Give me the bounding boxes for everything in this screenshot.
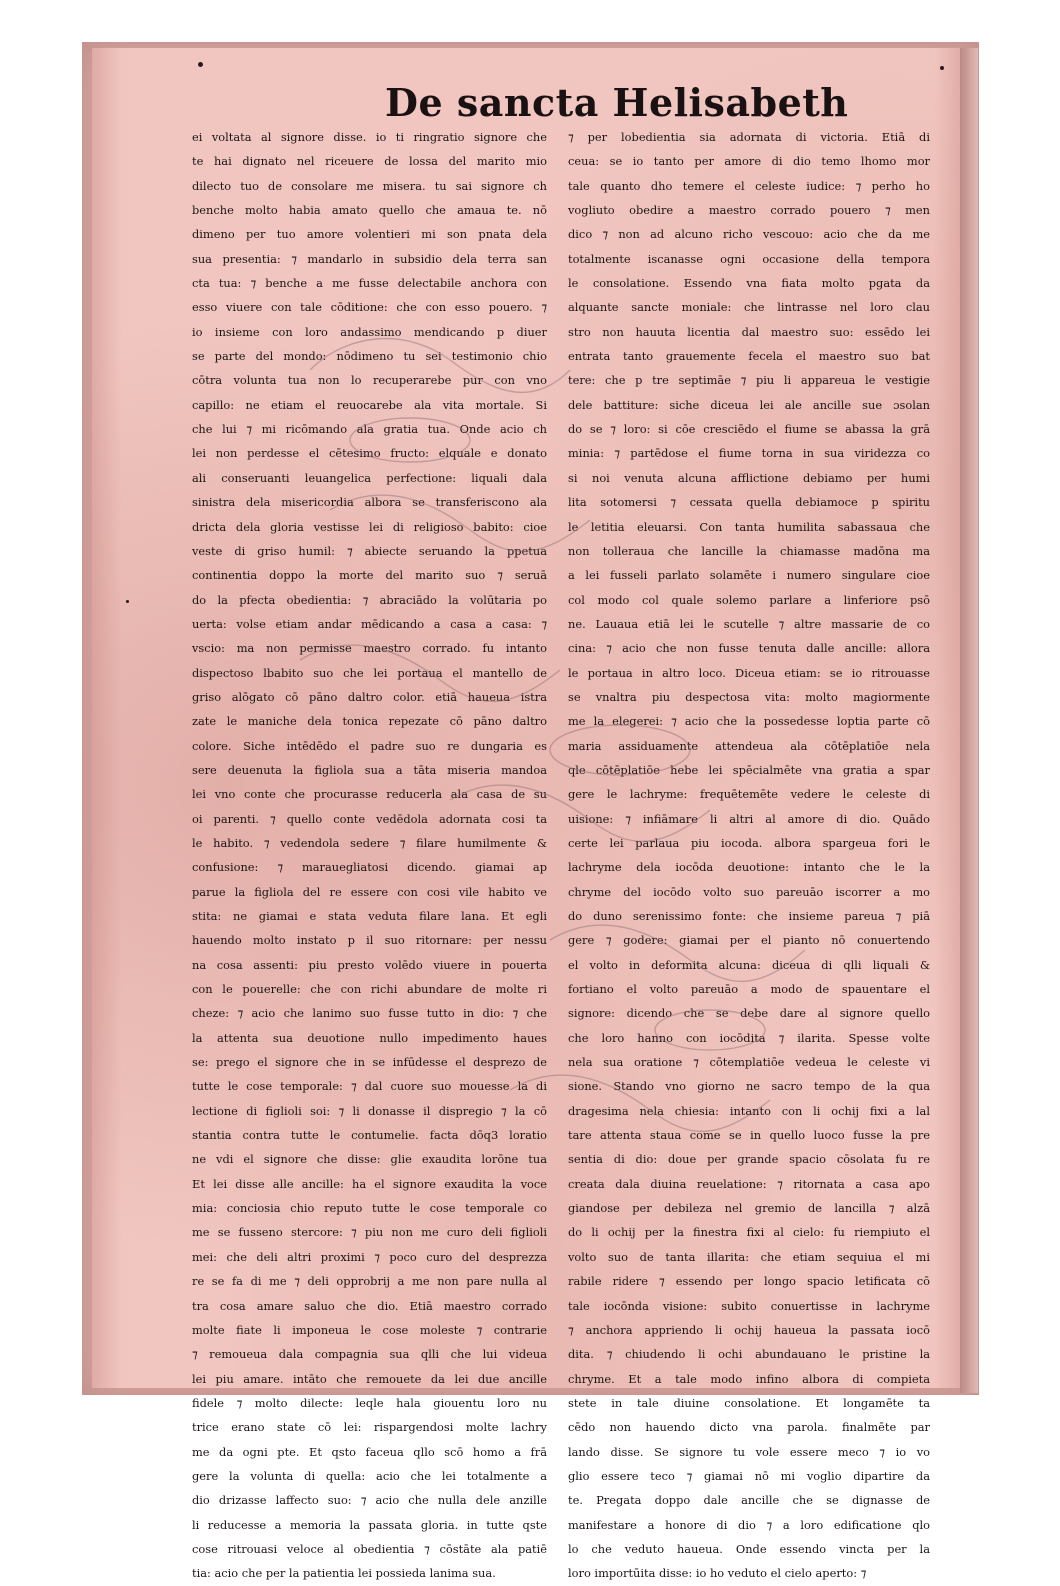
text-line: continentia doppo la morte del marito suo ⁊ seruā [192, 568, 547, 583]
text-line: tare attenta staua come se in quello luoco fusse la pre [568, 1128, 930, 1143]
text-line: Et lei disse alle ancille: ha el signore exaudita la voce [192, 1176, 547, 1191]
text-line: lei piu amare. intāto che remouete da lei due ancille [192, 1371, 547, 1386]
text-line: chryme. Et a tale modo infino albora di compieta [568, 1371, 930, 1386]
text-line: fortiano el volto pareuāo a modo de spauentare el [568, 982, 930, 997]
text-line: chryme del iocōdo volto suo pareuāo iscorrer a mo [568, 884, 930, 899]
text-line: la attenta sua deuotione nullo impedimento haues [192, 1030, 547, 1045]
text-line: na cosa assenti: piu presto volēdo viuere in pouerta [192, 957, 547, 972]
text-line: col modo col quale solemo parlare a linferiore psō [568, 592, 930, 607]
text-line: giandose per debileza nel gremio de lancilla ⁊ alzā [568, 1201, 930, 1216]
text-line: stantia contra tutte le contumelie. facta dōq3 loratio [192, 1128, 547, 1143]
text-line: volto suo de tanta illarita: che etiam sequiua el mi [568, 1249, 930, 1264]
text-line: sentia di dio: doue per grande spacio cōsolata fu re [568, 1152, 930, 1167]
text-line: qle cōtēplatiōe hebe lei spēcialmēte vna gratia a spar [568, 762, 930, 777]
text-line: le letitia eleuarsi. Con tanta humilita sabassaua che [568, 519, 930, 534]
text-line: sione. Stando vno giorno ne sacro tempo de la qua [568, 1079, 930, 1094]
text-line: cēdo non hauendo dicto vna parola. finalmēte par [568, 1420, 930, 1435]
text-line: dimeno per tuo amore volentieri mi son pnata dela [192, 227, 547, 242]
text-line: ⁊ remoueua dala compagnia sua qlli che lui videua [192, 1347, 547, 1362]
page-edge-shadow [960, 48, 978, 1393]
text-line: confusione: ⁊ marauegliatosi dicendo. giamai ap [192, 860, 547, 875]
text-line: glio essere teco ⁊ giamai nō mi voglio dipartire da [568, 1468, 930, 1483]
text-line: creata dala diuina reuelatione: ⁊ ritornata a casa apo [568, 1176, 930, 1191]
text-line: do la pfecta obedientia: ⁊ abraciādo la volūtaria po [192, 592, 547, 607]
text-line: veste di griso humil: ⁊ abiecte seruando la ppetua [192, 543, 547, 558]
text-line: me se fusseno stercore: ⁊ piu non me curo deli figlioli [192, 1225, 547, 1240]
text-line: certe lei parlaua piu iocoda. albora spargeua fori le [568, 835, 930, 850]
text-line: gere la volunta di quella: acio che lei totalmente a [192, 1468, 547, 1483]
text-line: lo che veduto haueua. Onde essendo vincta per la [568, 1541, 930, 1556]
text-line: re se fa di me ⁊ deli opprobrij a me non pare nulla al [192, 1274, 547, 1289]
text-line: te. Pregata doppo dale ancille che se dignasse de [568, 1493, 930, 1508]
ink-speck [940, 66, 944, 70]
text-line: a lei fusseli parlato solamēte i numero singulare cioe [568, 568, 930, 583]
right-text-column [568, 125, 930, 1586]
text-line: le habito. ⁊ vedendola sedere ⁊ filare humilmente & [192, 835, 547, 850]
ink-speck [198, 62, 203, 67]
text-line: ⁊ anchora appriendo li ochij haueua la passata iocō [568, 1322, 930, 1337]
text-line: signore: dicendo che se debe dare al signore quello [568, 1006, 930, 1021]
text-line: mei: che deli altri proximi ⁊ poco curo del desprezza [192, 1249, 547, 1264]
text-line: lectione di figlioli soi: ⁊ li donasse il dispregio ⁊ la cō [192, 1103, 547, 1118]
text-line: colore. Siche intēdēdo el padre suo re dungaria es [192, 738, 547, 753]
text-line: do duno serenissimo fonte: che insieme pareua ⁊ piā [568, 909, 930, 923]
text-line: do li ochij per la finestra fixi al cielo: fu riempiuto el [568, 1225, 930, 1240]
text-line: capillo: ne etiam el reuocarebe ala vita mortale. Si [192, 397, 547, 412]
text-line: lando disse. Se signore tu vole essere meco ⁊ io vo [568, 1444, 930, 1459]
text-line: dispectoso lbabito suo che lei portaua el mantello de [192, 665, 547, 680]
text-line: se parte del mondo: nōdimeno tu sei testimonio chio [192, 349, 547, 364]
text-line: ali conseruanti leuangelica perfectione: liquali dala [192, 470, 547, 485]
text-line: dragesima nela chiesia: intanto con li ochij fixi a lal [568, 1103, 930, 1118]
text-line: gere le lachryme: frequētemēte vedere le celeste di [568, 787, 930, 802]
text-line: esso viuere con tale cōditione: che con esso pouero. ⁊ [192, 300, 547, 315]
text-line: loro importūita disse: io ho veduto el cielo aperto: ⁊ [568, 1566, 867, 1581]
text-line: tale iocōnda visione: subito conuertisse in lachryme [568, 1298, 930, 1313]
text-line: tra cosa amare saluo che dio. Etiā maestro corrado [192, 1298, 547, 1313]
text-line: manifestare a honore di dio ⁊ a loro edificatione qlo [568, 1517, 930, 1532]
left-text-column [192, 125, 547, 1586]
text-line: le portaua in altro loco. Diceua etiam: se io ritrouasse [568, 665, 930, 680]
text-line: te hai dignato nel riceuere de lossa del marito mio [192, 154, 547, 169]
text-line: griso alōgato cō pāno daltro color. etiā haueua istra [192, 689, 547, 704]
text-line: li reducesse a memoria la passata gloria. in tutte qste [192, 1517, 547, 1532]
text-line: do se ⁊ loro: si cōe cresciēdo el fiume se abassa la grā [568, 422, 930, 437]
text-line: totalmente iscanasse ogni occasione della tempora [568, 251, 930, 266]
text-line: ei voltata al signore disse. io ti ringratio signore che [192, 130, 547, 144]
text-line: lita sotomersi ⁊ cessata quella debiamoce p spiritu [568, 495, 930, 510]
text-line: tere: che p tre septimāe ⁊ piu li appareua le vestigie [568, 373, 930, 388]
text-line: si noi venuta alcuna afflictione debiamo per humi [568, 470, 930, 485]
text-line: dricta dela gloria vestisse lei di religioso babito: cioe [192, 519, 547, 534]
text-line: con le pouerelle: che con richi abundare de molte ri [192, 982, 547, 997]
text-line: le consolatione. Essendo vna fiata molto pgata da [568, 276, 930, 291]
text-line: trice erano state cō lei: rispargendosi molte lachry [192, 1420, 547, 1435]
text-line: rabile ridere ⁊ essendo per longo spacio letificata cō [568, 1274, 930, 1289]
text-line: hauendo molto instato p il suo ritornare: per nessu [192, 933, 547, 948]
text-line: alquante sancte moniale: che lintrasse nel loro clau [568, 300, 930, 315]
text-line: non tolleraua che lancille la chiamasse madōna ma [568, 543, 930, 558]
text-line: uerta: volse etiam andar mēdicando a casa a casa: ⁊ [192, 616, 547, 631]
text-line: se: prego el signore che in se infūdesse el desprezo de [192, 1055, 547, 1070]
text-line: ne vdi el signore che disse: glie exaudita lorōne tua [192, 1152, 547, 1167]
text-line: ceua: se io tanto per amore di dio temo lhomo mor [568, 154, 930, 169]
text-line: lei non perdesse el cētesimo fructo: elquale e donato [192, 446, 547, 461]
text-line: lei vno conte che procurasse reducerla ala casa de su [192, 787, 547, 802]
text-line: zate le maniche dela tonica repezate cō pāno daltro [192, 714, 547, 729]
text-line: dilecto tuo de consolare me misera. tu sai signore ch [192, 178, 547, 193]
text-line: ne. Lauaua etiā lei le scutelle ⁊ altre massarie de co [568, 616, 930, 631]
text-line: cta tua: ⁊ benche a me fusse delectabile anchora con [192, 276, 547, 291]
text-line: me da ogni pte. Et qsto faceua qllo scō homo a frā [192, 1444, 547, 1459]
text-line: ⁊ per lobedientia sia adornata di victoria. Etiā di [568, 130, 930, 144]
text-line: benche molto habia amato quello che amaua te. nō [192, 203, 547, 218]
text-line: cheze: ⁊ acio che lanimo suo fusse tutto in dio: ⁊ che [192, 1006, 547, 1021]
text-line: maria assiduamente attendeua ala cōtēplatiōe nela [568, 738, 930, 753]
text-line: me la elegerei: ⁊ acio che la possedesse loptia parte cō [568, 714, 930, 729]
text-line: uisione: ⁊ infiāmare li altri al amore di dio. Quādo [568, 811, 930, 826]
text-line: stita: ne giamai e stata veduta filare lana. Et egli [192, 909, 547, 923]
text-line: sua presentia: ⁊ mandarlo in subsidio dela terra san [192, 251, 547, 266]
text-line: stete in tale diuine consolatione. Et longamēte ta [568, 1395, 930, 1410]
text-line: tia: acio che per la patientia lei possieda lanima sua. [192, 1566, 496, 1581]
text-line: cose ritrouasi veloce al obedientia ⁊ cōstāte ala patiē [192, 1541, 547, 1556]
text-line: fidele ⁊ molto dilecte: leqle hala giouentu loro nu [192, 1395, 547, 1410]
text-line: se vnaltra piu despectosa vita: molto magiormente [568, 689, 930, 704]
text-line: entrata tanto grauemente fecela el maestro suo bat [568, 349, 930, 364]
text-line: cina: ⁊ acio che non fusse tenuta dalle ancille: allora [568, 641, 930, 656]
text-line: dita. ⁊ chiudendo li ochi abundauano le pristine la [568, 1347, 930, 1362]
text-line: sinistra dela misericordia albora se transferiscono ala [192, 495, 547, 510]
text-line: lachryme dela iocōda deuotione: intanto che le la [568, 860, 930, 875]
text-line: vscio: ma non permisse maestro corrado. fu intanto [192, 641, 547, 656]
text-line: tale quanto dho temere el celeste iudice: ⁊ perho ho [568, 178, 930, 193]
page-header: De sancta Helisabeth [385, 80, 849, 125]
text-line: tutte le cose temporale: ⁊ dal cuore suo mouesse la di [192, 1079, 547, 1094]
text-line: molte fiate li imponeua le cose moleste ⁊ contrarie [192, 1322, 547, 1337]
text-line: sere deuenuta la figliola sua a tāta miseria mandoa [192, 762, 547, 777]
text-line: che lui ⁊ mi ricōmando ala gratia tua. Onde acio ch [192, 422, 547, 437]
text-line: mia: conciosia chio reputo tutte le cose temporale co [192, 1201, 547, 1216]
text-line: dele battiture: siche diceua lei ale ancille sue ɔsolan [568, 397, 930, 412]
text-line: oi parenti. ⁊ quello conte vedēdola adornata cosi ta [192, 811, 547, 826]
text-line: minia: ⁊ partēdose el fiume torna in sua viridezza co [568, 446, 930, 461]
text-line: dio drizasse laffecto suo: ⁊ acio che nulla dele anzille [192, 1493, 547, 1508]
text-line: vogliuto obedire a maestro corrado pouero ⁊ men [568, 203, 930, 218]
text-line: stro non hauuta licentia dal maestro suo: essēdo lei [568, 324, 930, 339]
text-line: parue la figliola del re essere con cosi vile habito ve [192, 884, 547, 899]
text-line: cōtra volunta tua non lo recuperarebe pur con vno [192, 373, 547, 388]
text-line: nela sua oratione ⁊ cōtemplatiōe vedeua le celeste vi [568, 1055, 930, 1070]
ink-speck [126, 600, 129, 603]
text-line: gere ⁊ godere: giamai per el pianto nō conuertendo [568, 933, 930, 948]
text-line: io insieme con loro andassimo mendicando p diuer [192, 324, 547, 339]
text-line: el volto in deformita alcuna: diceua di qlli liquali & [568, 957, 930, 972]
text-line: che loro hanno con iocōdita ⁊ ilarita. Spesse volte [568, 1030, 930, 1045]
text-line: dico ⁊ non ad alcuno richo vescouo: acio che da me [568, 227, 930, 242]
